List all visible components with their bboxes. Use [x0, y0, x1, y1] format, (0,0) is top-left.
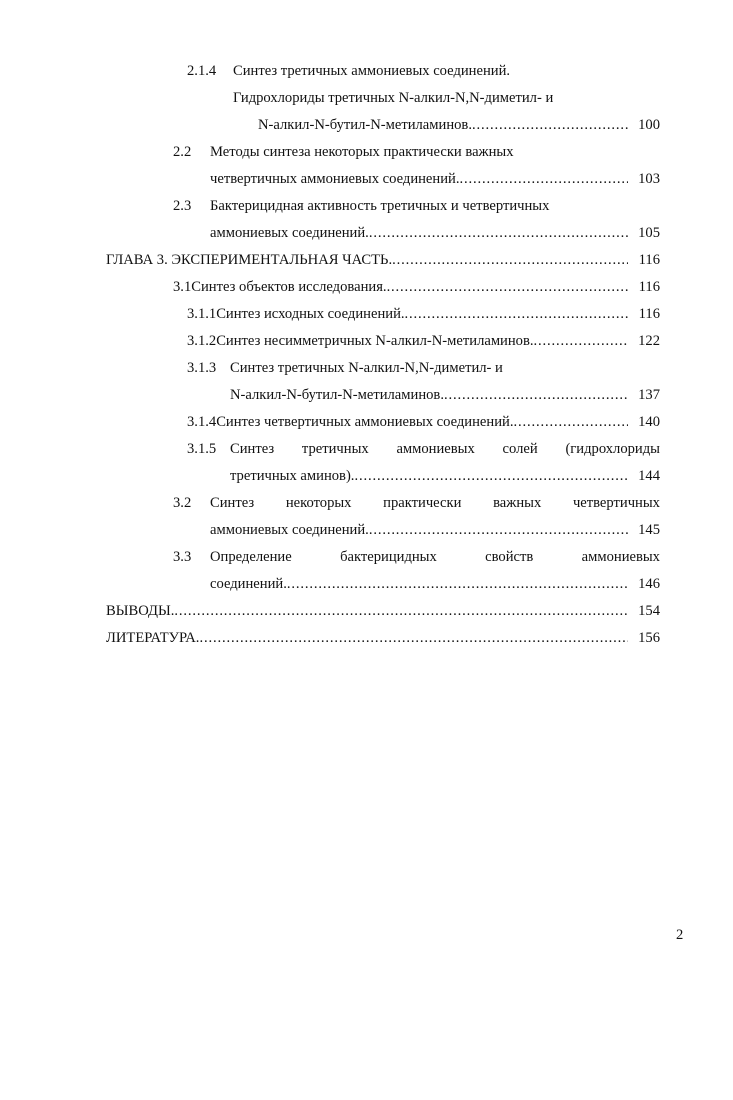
- entry-title-line-1: Бактерицидная активность третичных и четвертичных: [210, 198, 550, 214]
- leader-dots: [199, 627, 628, 649]
- leader-dots: [460, 168, 629, 190]
- toc-entry-3-1-4: [187, 411, 660, 433]
- title-word: третичных: [301, 441, 369, 457]
- toc-entry-3-1-5-line-2: [230, 465, 660, 487]
- leader-dots: [354, 465, 628, 487]
- entry-title: ВЫВОДЫ.: [106, 603, 175, 619]
- leader-dots: [287, 573, 628, 595]
- leader-dots: [444, 384, 628, 406]
- section-number: 3.1: [173, 279, 192, 295]
- toc-entry-2-2: [173, 141, 514, 163]
- toc-entry-3-1-5-line-1: [230, 438, 660, 460]
- toc-literature: [106, 627, 660, 649]
- entry-title-line-1: Синтез третичных N-алкил-N,N-диметил- и: [230, 360, 503, 376]
- entry-title: Синтез объектов исследования.: [191, 279, 387, 295]
- section-number: 3.1.5: [187, 441, 217, 457]
- section-number: 3.1.1: [187, 306, 217, 322]
- toc-entry-3-1-3-line-2: [230, 384, 660, 406]
- title-word: некоторых: [285, 495, 352, 511]
- page-ref: 116: [638, 252, 660, 268]
- page-ref: 100: [638, 117, 660, 133]
- entry-title-line-1: Синтез третичных аммониевых соединений.: [233, 63, 511, 79]
- section-number: 3.2: [173, 495, 192, 511]
- entry-title: Синтез несимметричных N-алкил-N-метиламинов.: [216, 333, 534, 349]
- entry-title-line-2: Гидрохлориды третичных N-алкил-N,N-диметил- и: [233, 90, 554, 106]
- entry-title: Синтез исходных соединений.: [216, 306, 405, 322]
- leader-dots: [369, 519, 628, 541]
- entry-title-line-3: N-алкил-N-бутил-N-метиламинов.: [258, 117, 472, 133]
- toc-entry-2-2-line-2: [210, 168, 660, 190]
- leader-dots: [387, 276, 628, 298]
- page-ref: 145: [638, 522, 660, 538]
- page-ref: 140: [638, 414, 660, 430]
- entry-title-line-2: соединений.: [210, 576, 287, 592]
- entry-title-line-2: четвертичных аммониевых соединений.: [210, 171, 460, 187]
- title-word: Синтез: [210, 495, 255, 511]
- toc-entry-3-1: [173, 276, 660, 298]
- page-ref: 146: [638, 576, 660, 592]
- leader-dots: [513, 411, 628, 433]
- section-number: 3.1.4: [187, 414, 217, 430]
- toc-entry-2-1-4-line-3: [258, 114, 660, 136]
- title-word: (гидрохлориды: [565, 441, 660, 457]
- section-number: 3.3: [173, 549, 192, 565]
- toc-entry-3-1-1: [187, 303, 660, 325]
- toc-entry-2-1-4: [187, 60, 510, 82]
- title-word: аммониевых: [396, 441, 475, 457]
- title-word: практически: [383, 495, 462, 511]
- title-word: свойств: [485, 549, 534, 565]
- page-ref: 137: [638, 387, 660, 403]
- chapter-title: ГЛАВА 3. ЭКСПЕРИМЕНТАЛЬНАЯ ЧАСТЬ.: [106, 252, 393, 268]
- leader-dots: [392, 249, 628, 271]
- leader-dots: [472, 114, 628, 136]
- entry-title: Синтез четвертичных аммониевых соединений.: [216, 414, 514, 430]
- title-word: четвертичных: [572, 495, 660, 511]
- toc-entry-2-1-4-line-2: [233, 87, 553, 109]
- section-number: 3.1.3: [187, 360, 217, 376]
- entry-title: ЛИТЕРАТУРА.: [106, 630, 200, 646]
- toc-entry-3-1-2: [187, 330, 660, 352]
- leader-dots: [534, 330, 628, 352]
- toc-entry-3-1-5: [187, 438, 230, 460]
- toc-entry-3-2-line-1: [210, 492, 660, 514]
- toc-entry-3-2-line-2: [210, 519, 660, 541]
- page-ref: 116: [638, 306, 660, 322]
- toc-entry-3-3-line-2: [210, 573, 660, 595]
- title-word: Определение: [210, 549, 292, 565]
- title-word: Синтез: [230, 441, 275, 457]
- toc-entry-3-3: [173, 546, 210, 568]
- entry-title-line-1: Методы синтеза некоторых практически важных: [210, 144, 514, 160]
- entry-title-line-2: третичных аминов).: [230, 468, 355, 484]
- section-number: 2.2: [173, 144, 192, 160]
- leader-dots: [369, 222, 628, 244]
- page-ref: 154: [638, 603, 660, 619]
- title-word: важных: [493, 495, 542, 511]
- page-ref: 144: [638, 468, 660, 484]
- toc-entry-3-3-line-1: [210, 546, 660, 568]
- title-word: бактерицидных: [340, 549, 437, 565]
- toc-chapter-3: [106, 249, 660, 271]
- page-ref: 116: [638, 279, 660, 295]
- title-word: солей: [502, 441, 538, 457]
- toc-entry-3-2: [173, 492, 210, 514]
- entry-title-line-2: аммониевых соединений.: [210, 225, 369, 241]
- leader-dots: [174, 600, 628, 622]
- toc-entry-2-3: [173, 195, 549, 217]
- section-number: 3.1.2: [187, 333, 217, 349]
- section-number: 2.1.4: [187, 63, 217, 79]
- entry-title-line-2: N-алкил-N-бутил-N-метиламинов.: [230, 387, 444, 403]
- title-word: аммониевых: [581, 549, 660, 565]
- section-number: 2.3: [173, 198, 192, 214]
- toc-entry-3-1-3: [187, 357, 503, 379]
- page-ref: 103: [638, 171, 660, 187]
- page-ref: 156: [638, 630, 660, 646]
- page-number: 2: [676, 927, 684, 943]
- page-ref: 105: [638, 225, 660, 241]
- toc-entry-2-3-line-2: [210, 222, 660, 244]
- toc-conclusions: [106, 600, 660, 622]
- leader-dots: [405, 303, 628, 325]
- page-ref: 122: [638, 333, 660, 349]
- entry-title-line-2: аммониевых соединений.: [210, 522, 369, 538]
